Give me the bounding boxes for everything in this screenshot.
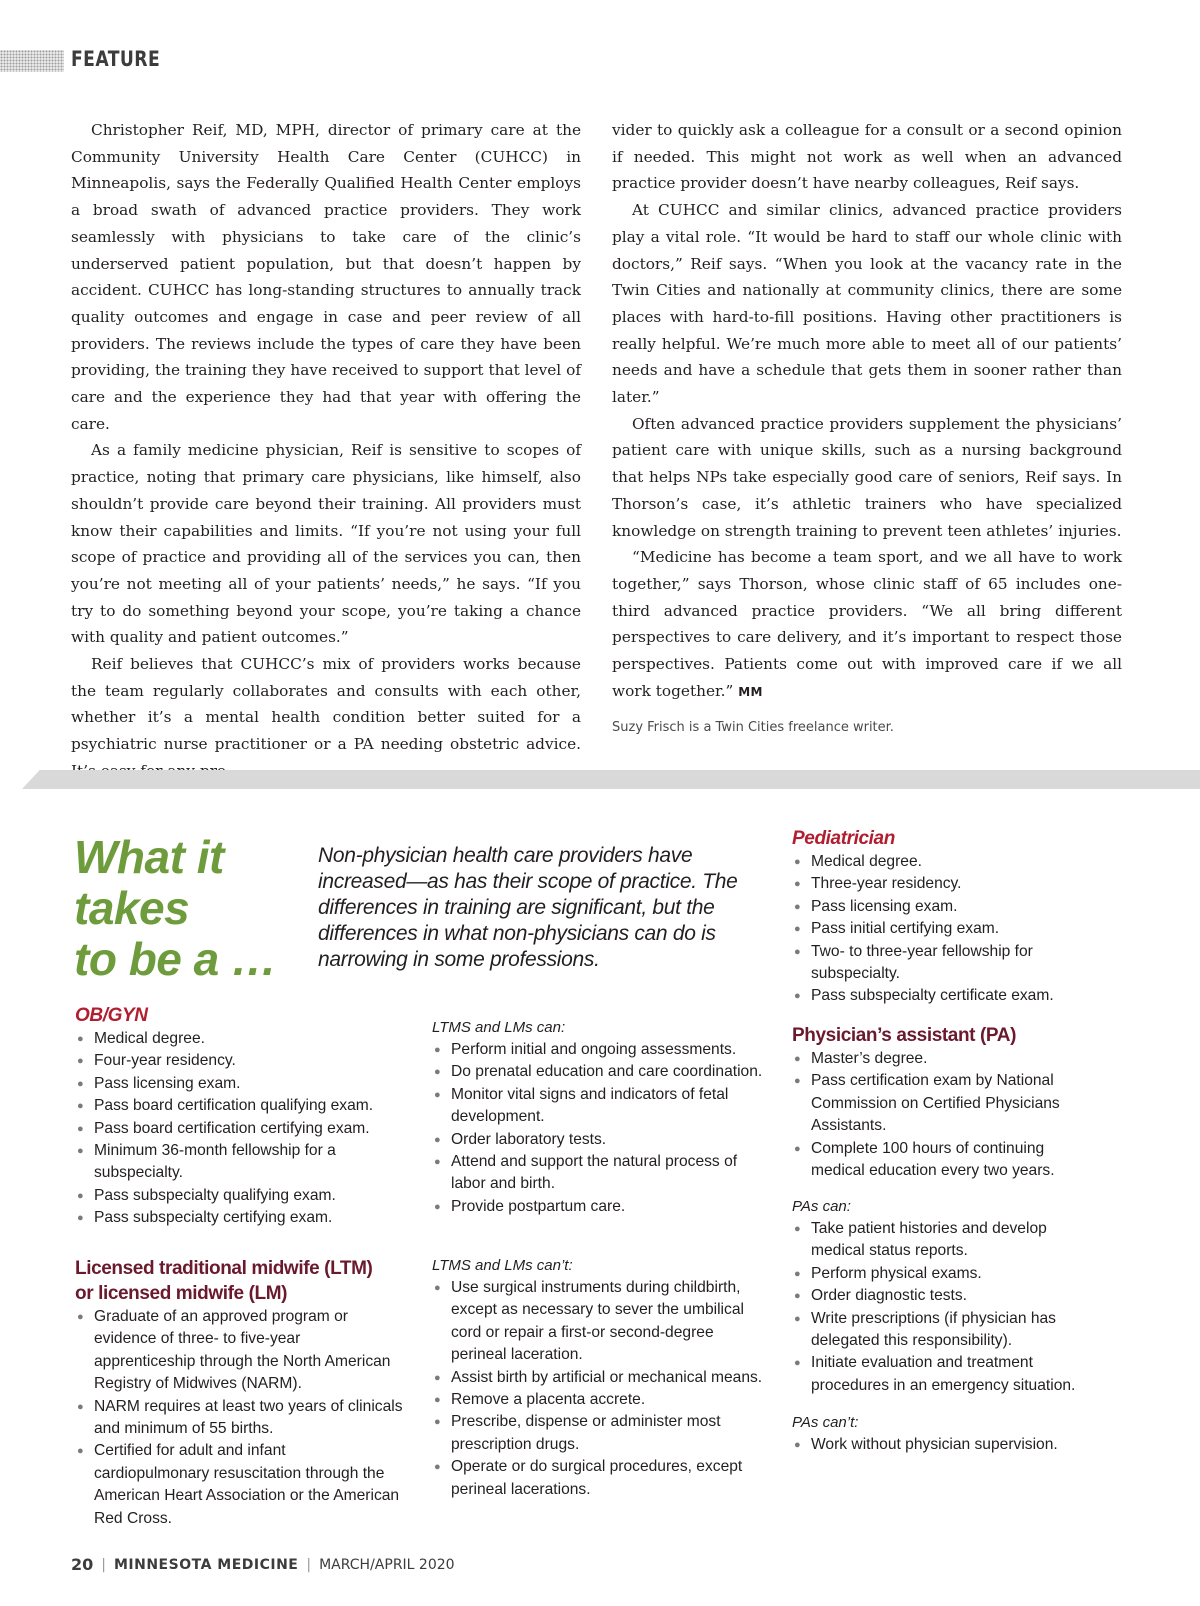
midwife-can-label: LTMS and LMs can: — [432, 1019, 566, 1036]
list-item: ● Take patient histories and develop medical status reports. — [792, 1218, 1097, 1263]
section-label: FEATURE — [71, 47, 161, 71]
midwife-cant-list — [432, 1277, 767, 1501]
list-item: ● Pass licensing exam. — [792, 896, 1092, 918]
list-item: ● Certified for adult and infant cardiopulmonary resuscitation through the American Heart Association or the American Red Cross. — [75, 1440, 405, 1530]
pediatrician-title: Pediatrician — [792, 828, 895, 849]
list-item: ● Operate or do surgical procedures, except perineal lacerations. — [432, 1456, 767, 1501]
obgyn-box — [75, 1003, 415, 1230]
midwife-cant-label: LTMS and LMs can’t: — [432, 1257, 573, 1274]
midwife-cant-box — [432, 1255, 767, 1501]
section-divider — [22, 770, 1200, 789]
list-item: ● NARM requires at least two years of clinicals and minimum of 55 births. — [75, 1396, 405, 1441]
header-dot-pattern — [0, 50, 64, 72]
pa-can-label: PAs can: — [792, 1198, 851, 1215]
list-item: ● Order laboratory tests. — [432, 1129, 772, 1151]
midwife-can-box — [432, 1017, 772, 1218]
page-footer — [71, 1555, 455, 1574]
pediatrician-list — [792, 851, 1092, 1008]
list-item: ● Four-year residency. — [75, 1050, 415, 1072]
sidebar-intro: Non-physician health care providers have increased—as has their scope of practice. The differences in training are significant, but the differences in what non-physicians can do is narrowing in some professions. — [318, 844, 738, 971]
list-item: ● Remove a placenta accrete. — [432, 1389, 767, 1411]
list-item: ● Pass certification exam by National Commission on Certified Physicians Assistants. — [792, 1070, 1092, 1137]
midwife-title — [75, 1256, 405, 1306]
midwife-box — [75, 1256, 405, 1530]
author-byline: Suzy Frisch is a Twin Cities freelance writer. — [612, 720, 894, 735]
footer-separator: | — [101, 1556, 106, 1573]
pa-cant-box — [792, 1412, 1097, 1456]
closing-text: “Medicine has become a team sport, and we all have to work together,” says Thorson, whose clinic staff of 65 includes one-third advanced practice providers. “We all bring different perspectives to care delivery, and it’s important to respect those perspectives. Patients come out with improved care if we all work together.” — [612, 548, 1122, 700]
midwife-can-list — [432, 1039, 772, 1218]
pa-box — [792, 1023, 1092, 1182]
list-item: ● Provide postpartum care. — [432, 1196, 772, 1218]
article-paragraph: Often advanced practice providers supplement the physicians’ patient care with unique skills, such as a nursing background that helps NPs take especially good care of seniors, Reif says. In Thorson’s case, it’s athletic trainers who have specialized knowledge on strength training to prevent teen athletes’ injuries. — [612, 414, 1122, 540]
list-item: ● Pass initial certifying exam. — [792, 918, 1092, 940]
list-item: ● Master’s degree. — [792, 1048, 1092, 1070]
list-item: ● Pass subspecialty qualifying exam. — [75, 1185, 415, 1207]
list-item: ● Pass subspecialty certificate exam. — [792, 985, 1092, 1007]
article-paragraph: At CUHCC and similar clinics, advanced practice providers play a vital role. “It would be hard to staff our whole clinic with doctors,” Reif says. “When you look at the vacancy rate in the Twin Cities and nationally at community clinics, there are some places with hard-to-fill positions. Having other practitioners is really helpful. We’re much more able to meet all of our patients’ needs and have a schedule that gets them in sooner rather than later.” — [612, 201, 1122, 407]
list-item: ● Pass subspecialty certifying exam. — [75, 1207, 415, 1229]
end-mark: MM — [738, 684, 763, 699]
list-item: ● Pass board certification qualifying exam. — [75, 1095, 415, 1117]
list-item: ● Prescribe, dispense or administer most prescription drugs. — [432, 1411, 767, 1456]
list-item: ● Use surgical instruments during childbirth, except as necessary to sever the umbilical cord or repair a first-or second-degree perineal laceration. — [432, 1277, 767, 1367]
midwife-title-line: Licensed traditional midwife (LTM) — [75, 1258, 373, 1279]
list-item: ● Two- to three-year fellowship for subspecialty. — [792, 941, 1092, 986]
issue-date: MARCH/APRIL 2020 — [319, 1556, 455, 1573]
footer-separator: | — [306, 1556, 312, 1573]
page-number: 20 — [71, 1555, 94, 1574]
pa-requirements-list — [792, 1048, 1092, 1182]
pa-cant-label: PAs can’t: — [792, 1414, 859, 1431]
list-item: ● Attend and support the natural process of labor and birth. — [432, 1151, 772, 1196]
midwife-requirements-list — [75, 1306, 405, 1530]
pa-can-list — [792, 1218, 1097, 1397]
pa-cant-list — [792, 1434, 1097, 1456]
pa-title: Physician’s assistant (PA) — [792, 1025, 1017, 1046]
list-item: ● Pass board certification certifying exam. — [75, 1118, 415, 1140]
magazine-name: MINNESOTA MEDICINE — [113, 1556, 299, 1573]
pediatrician-box — [792, 826, 1092, 1008]
list-item: ● Perform physical exams. — [792, 1263, 1097, 1285]
list-item: ● Minimum 36-month fellowship for a subspecialty. — [75, 1140, 415, 1185]
list-item: ● Medical degree. — [792, 851, 1092, 873]
obgyn-list — [75, 1028, 415, 1230]
sidebar-headline — [74, 832, 277, 985]
article-column-left — [71, 117, 581, 785]
list-item: ● Medical degree. — [75, 1028, 415, 1050]
list-item: ● Pass licensing exam. — [75, 1073, 415, 1095]
midwife-title-line: or licensed midwife (LM) — [75, 1283, 288, 1304]
list-item: ● Work without physician supervision. — [792, 1434, 1097, 1456]
list-item: ● Assist birth by artificial or mechanical means. — [432, 1367, 767, 1389]
list-item: ● Graduate of an approved program or evidence of three- to five-year apprenticeship through the North American Registry of Midwives (NARM). — [75, 1306, 405, 1396]
list-item: ● Complete 100 hours of continuing medical education every two years. — [792, 1138, 1092, 1183]
list-item: ● Initiate evaluation and treatment procedures in an emergency situation. — [792, 1352, 1097, 1397]
list-item: ● Write prescriptions (if physician has delegated this responsibility). — [792, 1308, 1097, 1353]
article-paragraph: vider to quickly ask a colleague for a consult or a second opinion if needed. This might not work as well when an advanced practice provider doesn’t have nearby colleagues, Reif says. — [612, 121, 1122, 193]
list-item: ● Order diagnostic tests. — [792, 1285, 1097, 1307]
obgyn-title: OB/GYN — [75, 1005, 148, 1026]
list-item: ● Perform initial and ongoing assessments. — [432, 1039, 772, 1061]
article-paragraph: Reif believes that CUHCC’s mix of providers works because the team regularly collaborates and consults with each other, whether it’s a mental health condition better suited for a psychiatric nurse practitioner or a PA needing obstetric advice. — [71, 655, 581, 754]
article-paragraph: Christopher Reif, MD, MPH, director of primary care at the Community University Health Care Center (CUHCC) in Minneapolis, says the Federally Qualified Health Center employs a broad swath of advanced practice providers. They work seamlessly with physicians to take care of the clinic’s underserved patient population, but that doesn’t happen by accident. CUHCC has long-standing structures to annually track quality outcomes and engage in case and peer review of all providers. The reviews include the types of care they have been providing, the training they have received to support that level of care and the experience they had that year with offering the care. — [71, 121, 581, 433]
list-item: ● Monitor vital signs and indicators of fetal development. — [432, 1084, 772, 1129]
article-closing-paragraph — [612, 544, 1122, 705]
list-item: ● Three-year residency. — [792, 873, 1092, 895]
headline-line: to be a … — [74, 933, 277, 985]
list-item: ● Do prenatal education and care coordination. — [432, 1061, 772, 1083]
article-column-right — [612, 117, 1122, 705]
pa-can-box — [792, 1196, 1097, 1397]
article-paragraph: As a family medicine physician, Reif is sensitive to scopes of practice, noting that primary care physicians, like himself, also shouldn’t provide care beyond their training. All providers must know their capabilities and limits. “If you’re not using your full scope of practice and providing all of the services you can, then you’re not meeting all of your patients’ needs,” he says. “If you try to do something beyond your scope, you’re taking a chance with quality and patient outcomes.” — [71, 441, 581, 647]
headline-line: What it — [74, 831, 224, 883]
headline-line: takes — [74, 882, 190, 934]
